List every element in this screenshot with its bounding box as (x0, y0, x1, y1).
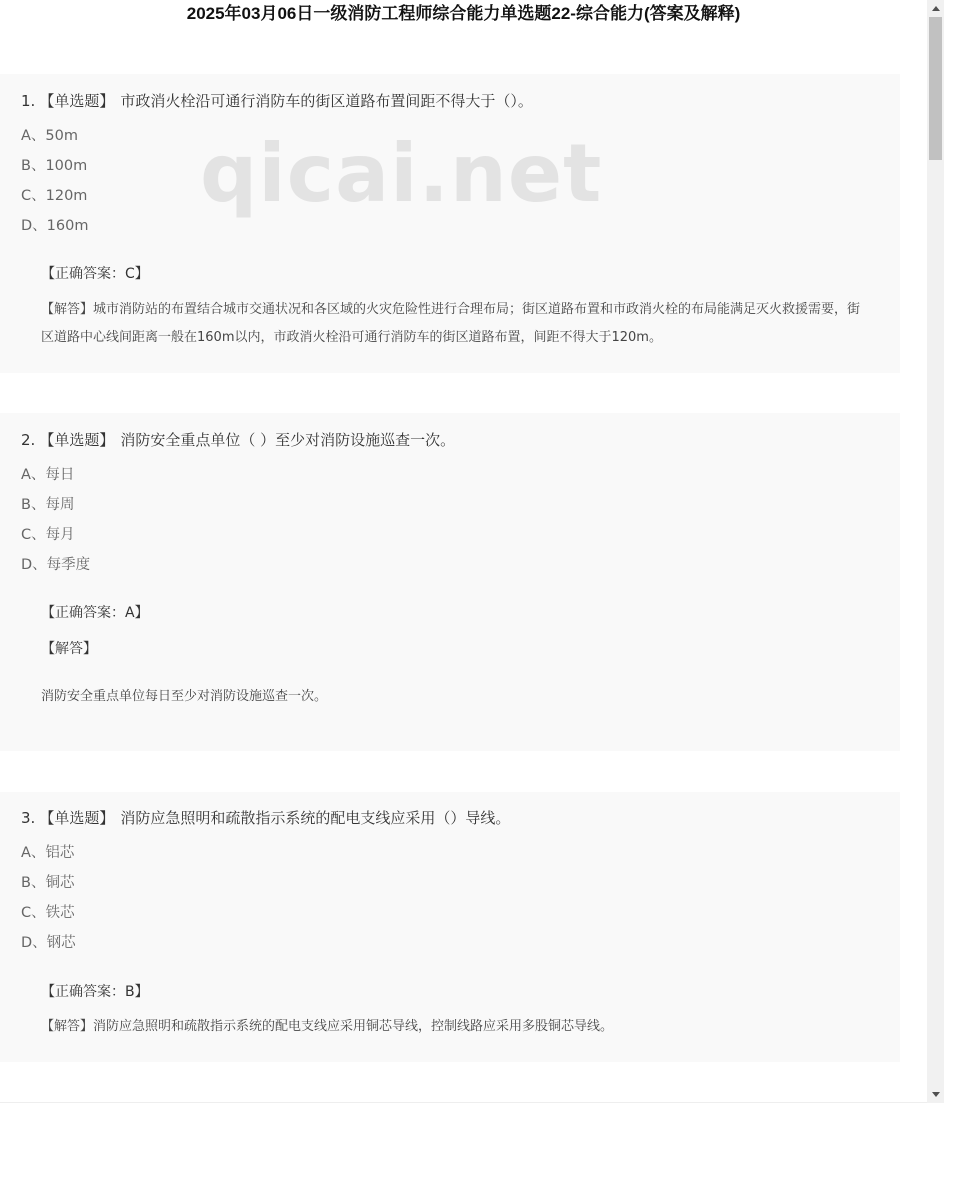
answer-suffix: 】 (134, 984, 149, 1000)
explanation-text: 城市消防站的布置结合城市交通状况和各区域的火灾危险性进行合理布局；街区道路布置和市政消火栓的布局能满足灭火救援需要，街区道路中心线间距离一般在160m以内，市政消火栓沿可通行消防车的街区道路布置，间距不得大于120m。 (41, 302, 861, 345)
answer-value: C (125, 266, 135, 282)
explanation-label: 【解答】 (41, 641, 97, 657)
answer-prefix: 【正确答案： (41, 984, 125, 1000)
option-a: A、铝芯 (21, 845, 75, 861)
explanation (41, 1013, 871, 1041)
watermark: qicai.net (200, 127, 603, 220)
question-type: 【单选题】 (39, 431, 115, 449)
question-text: 消防应急照明和疏散指示系统的配电支线应采用（）导线。 (120, 809, 511, 827)
option-b: B、每周 (21, 497, 75, 513)
explanation-text: 消防安全重点单位每日至少对消防设施巡查一次。 (41, 689, 328, 704)
option-d: D、160m (21, 218, 89, 234)
question-text: 消防安全重点单位（ ）至少对消防设施巡查一次。 (120, 431, 456, 449)
answer-suffix: 】 (134, 266, 149, 282)
correct-answer (41, 982, 149, 1002)
question-card-2 (0, 413, 900, 751)
answer-suffix: 】 (134, 605, 149, 621)
correct-answer (41, 264, 149, 284)
explanation-label: 【解答】 (41, 302, 94, 317)
question-type: 【单选题】 (39, 809, 115, 827)
option-a: A、50m (21, 128, 78, 144)
question-number: 2. (21, 431, 36, 449)
correct-answer (41, 603, 149, 623)
question-stem (21, 808, 510, 828)
question-number: 3. (21, 809, 36, 827)
answer-prefix: 【正确答案： (41, 266, 125, 282)
scrollbar-thumb[interactable] (929, 17, 942, 160)
option-b: B、100m (21, 158, 88, 174)
question-text: 市政消火栓沿可通行消防车的街区道路布置间距不得大于（）。 (120, 92, 533, 110)
answer-value: A (125, 605, 135, 621)
scroll-down-arrow-icon[interactable] (927, 1086, 944, 1103)
option-c: C、120m (21, 188, 88, 204)
vertical-scrollbar[interactable] (927, 0, 944, 1103)
explanation-text: 消防应急照明和疏散指示系统的配电支线应采用铜芯导线，控制线路应采用多股铜芯导线。 (93, 1019, 614, 1034)
explanation-label: 【解答】 (41, 1019, 94, 1034)
question-number: 1. (21, 92, 36, 110)
option-b: B、铜芯 (21, 875, 75, 891)
option-c: C、铁芯 (21, 905, 75, 921)
option-d: D、每季度 (21, 557, 91, 573)
option-a: A、每日 (21, 467, 75, 483)
option-d: D、钢芯 (21, 935, 76, 951)
question-stem (21, 430, 455, 450)
option-c: C、每月 (21, 527, 75, 543)
divider (0, 1102, 927, 1103)
page-title: 2025年03月06日一级消防工程师综合能力单选题22-综合能力(答案及解释) (186, 4, 741, 23)
question-card-3 (0, 792, 900, 1062)
answer-value: B (125, 984, 135, 1000)
question-card-1 (0, 74, 900, 373)
answer-prefix: 【正确答案： (41, 605, 125, 621)
question-type: 【单选题】 (39, 92, 115, 110)
question-stem (21, 91, 533, 111)
scroll-up-arrow-icon[interactable] (927, 0, 944, 17)
explanation (41, 296, 871, 352)
